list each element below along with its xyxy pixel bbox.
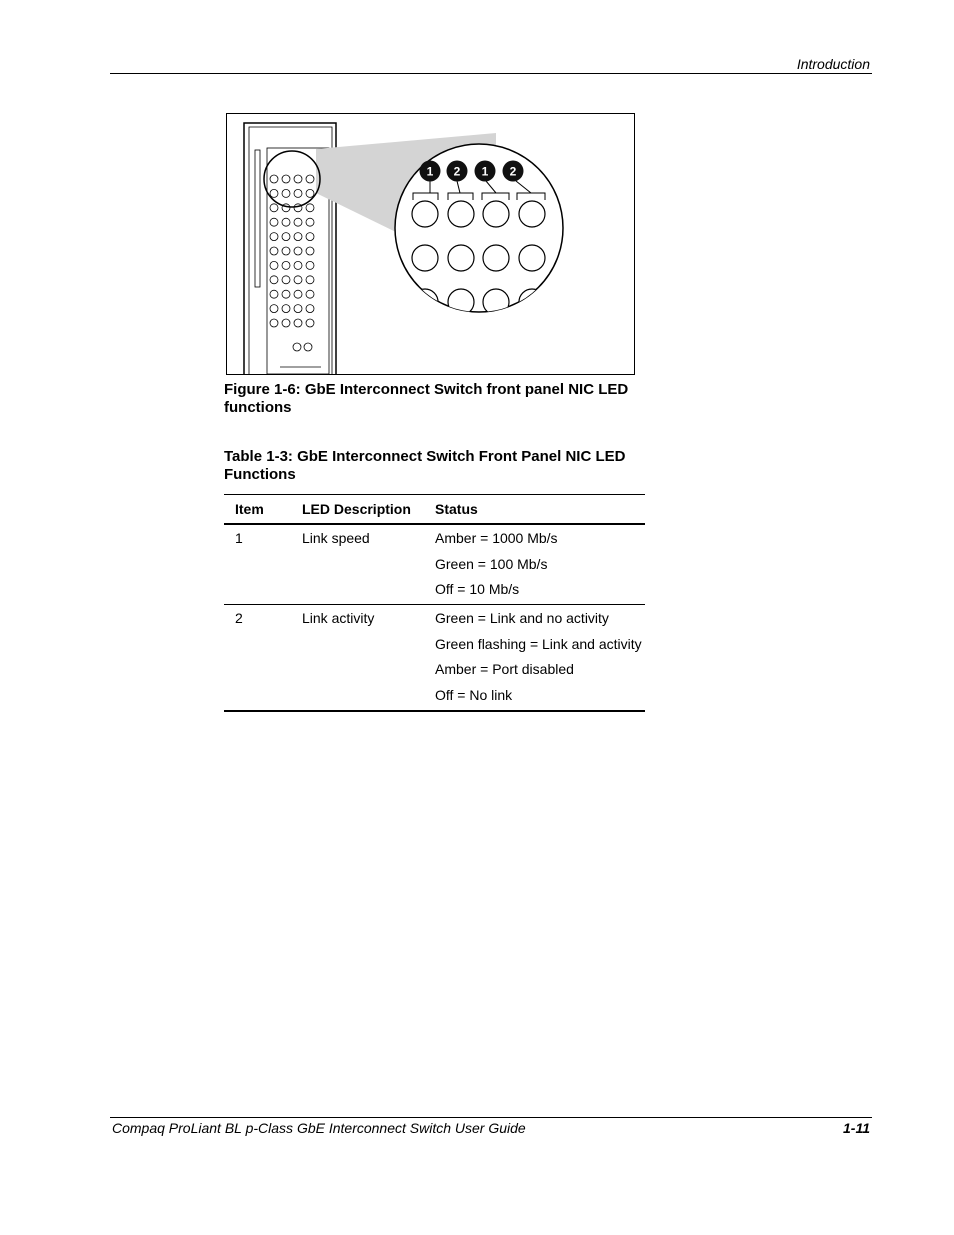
port-led [282, 290, 290, 298]
port-led [306, 233, 314, 241]
port-led [294, 189, 302, 197]
magnified-led [519, 245, 545, 271]
running-header: Introduction [796, 56, 870, 72]
front-panel-figure [226, 113, 635, 375]
port-led [282, 189, 290, 197]
port-led [270, 276, 278, 284]
status-cell [435, 605, 645, 711]
port-led [282, 319, 290, 327]
item-cell: 1 [235, 530, 243, 546]
port-led [282, 276, 290, 284]
callout-2b [503, 161, 524, 182]
chassis-slot [255, 150, 260, 287]
port-led [306, 218, 314, 226]
port-led [306, 305, 314, 313]
port-led [294, 233, 302, 241]
port-led [306, 247, 314, 255]
description-cell: Link speed [302, 530, 370, 546]
port-led [270, 218, 278, 226]
port-led [282, 247, 290, 255]
status-cell [435, 524, 645, 605]
port-led [282, 218, 290, 226]
page-number: 1-11 [843, 1120, 870, 1136]
port-led [294, 261, 302, 269]
status-line: Off = 10 Mb/s [435, 581, 520, 598]
magnified-led [412, 201, 438, 227]
port-led [306, 319, 314, 327]
port-led [270, 305, 278, 313]
port-led [270, 204, 278, 212]
status-led [304, 343, 312, 351]
magnified-led [483, 201, 509, 227]
port-led [270, 290, 278, 298]
callout-label: 1 [426, 164, 434, 179]
port-led [306, 290, 314, 298]
status-line: Amber = Port disabled [435, 661, 574, 678]
port-led [282, 233, 290, 241]
magnified-led [448, 245, 474, 271]
description-cell: Link activity [302, 610, 375, 627]
status-line: Amber = 1000 Mb/s [435, 530, 558, 546]
port-led [270, 189, 278, 197]
callout-label: 1 [481, 164, 489, 179]
port-led [306, 189, 314, 197]
status-line: Green = Link and no activity [435, 610, 609, 627]
port-led [282, 305, 290, 313]
port-led [306, 175, 314, 183]
magnified-led [412, 245, 438, 271]
column-header-status: Status [435, 495, 645, 525]
table-row [224, 605, 645, 711]
status-line: Green = 100 Mb/s [435, 555, 548, 572]
figure-caption: Figure 1-6: GbE Interconnect Switch front panel NIC LED functions [224, 381, 629, 416]
table-row [224, 524, 645, 605]
table-caption: Table 1-3: GbE Interconnect Switch Front Panel NIC LED Functions [224, 448, 626, 483]
callout-2a [447, 161, 468, 182]
port-led [282, 175, 290, 183]
port-led [270, 247, 278, 255]
port-led [270, 233, 278, 241]
port-led [294, 247, 302, 255]
port-led [294, 218, 302, 226]
port-led [270, 175, 278, 183]
status-line: Green flashing = Link and activity [435, 635, 642, 652]
port-led [294, 175, 302, 183]
callout-label: 2 [453, 164, 461, 179]
callout-label: 2 [509, 164, 517, 179]
port-led [294, 290, 302, 298]
item-cell: 2 [235, 610, 243, 627]
port-led [270, 261, 278, 269]
port-led [294, 319, 302, 327]
footer-rule [110, 1117, 872, 1118]
port-led [270, 319, 278, 327]
footer-title: Compaq ProLiant BL p-Class GbE Interconnect Switch User Guide [112, 1120, 526, 1136]
magnified-led [448, 201, 474, 227]
column-header-item: Item [224, 495, 302, 525]
header-rule [110, 73, 872, 74]
port-led [306, 276, 314, 284]
port-led [294, 305, 302, 313]
led-functions-table [224, 494, 645, 712]
magnified-led [483, 245, 509, 271]
status-line: Off = No link [435, 687, 513, 704]
status-led [293, 343, 301, 351]
port-led [306, 204, 314, 212]
callout-1a [420, 161, 441, 182]
port-led [282, 261, 290, 269]
magnified-led [519, 201, 545, 227]
port-led [306, 261, 314, 269]
port-led [294, 276, 302, 284]
callout-1b [475, 161, 496, 182]
column-header-description: LED Description [302, 495, 435, 525]
